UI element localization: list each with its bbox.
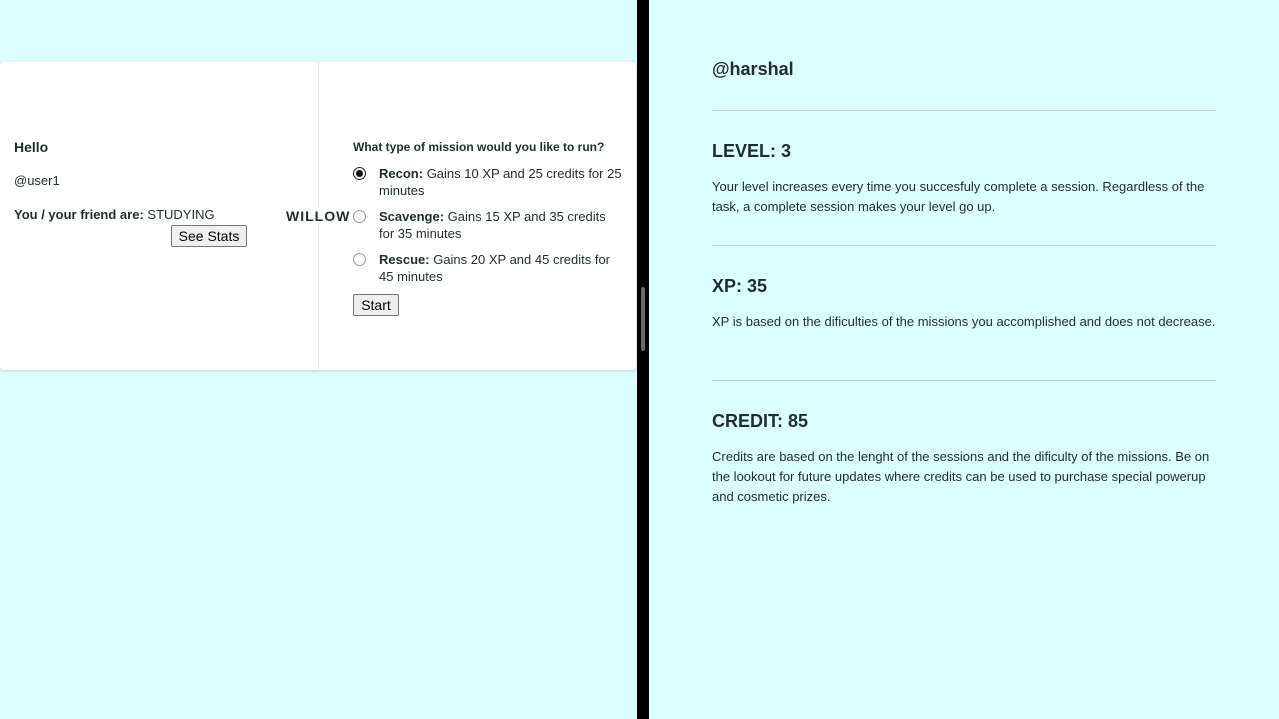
option-name: Scavenge: <box>379 209 445 224</box>
rescue-radio[interactable] <box>353 253 366 266</box>
divider-line <box>712 245 1216 246</box>
status-line <box>14 207 215 222</box>
recon-radio[interactable] <box>353 167 366 180</box>
divider-line <box>712 110 1216 111</box>
level-title: LEVEL: 3 <box>712 141 792 161</box>
left-pane <box>0 0 637 719</box>
mission-card <box>0 62 636 370</box>
mission-option-rescue[interactable] <box>353 251 623 285</box>
profile-pane <box>649 0 1279 719</box>
mission-option-recon[interactable] <box>353 165 623 199</box>
greeting: Hello <box>14 139 49 155</box>
divider-line <box>712 380 1216 381</box>
level-description: Your level increases every time you succesfuly complete a session. Regardless of the task, a complete session makes your level go up. <box>712 179 1205 214</box>
scavenge-radio[interactable] <box>353 210 366 223</box>
credit-title: CREDIT: 85 <box>712 411 809 431</box>
option-name: Rescue: <box>379 252 430 267</box>
xp-description: XP is based on the dificulties of the missions you accomplished and does not decrease. <box>712 314 1216 329</box>
username: @user1 <box>14 173 60 188</box>
see-stats-button[interactable]: See Stats <box>171 225 247 247</box>
start-button[interactable]: Start <box>353 294 399 316</box>
option-desc: Gains 15 XP and 35 credits for 35 minutes <box>379 209 606 241</box>
option-desc: Gains 20 XP and 45 credits for 45 minutes <box>379 252 611 284</box>
status-label: You / your friend are: <box>14 207 144 222</box>
option-name: Recon: <box>379 166 424 181</box>
mission-option-scavenge[interactable] <box>353 208 623 242</box>
credit-description: Credits are based on the lenght of the sessions and the dificulty of the missions. Be on the lookout for future updates where credits can be used to purchase special powerup and cosmetic prizes. <box>712 449 1210 504</box>
resize-handle[interactable] <box>641 287 645 351</box>
pane-divider[interactable] <box>637 0 649 719</box>
profile-handle: @harshal <box>712 59 794 79</box>
status-value: STUDYING <box>147 207 215 222</box>
companion-name: WILLOW <box>286 208 351 224</box>
mission-question: What type of mission would you like to run? <box>353 140 605 154</box>
option-desc: Gains 10 XP and 25 credits for 25 minutes <box>379 166 622 198</box>
xp-title: XP: 35 <box>712 276 768 296</box>
